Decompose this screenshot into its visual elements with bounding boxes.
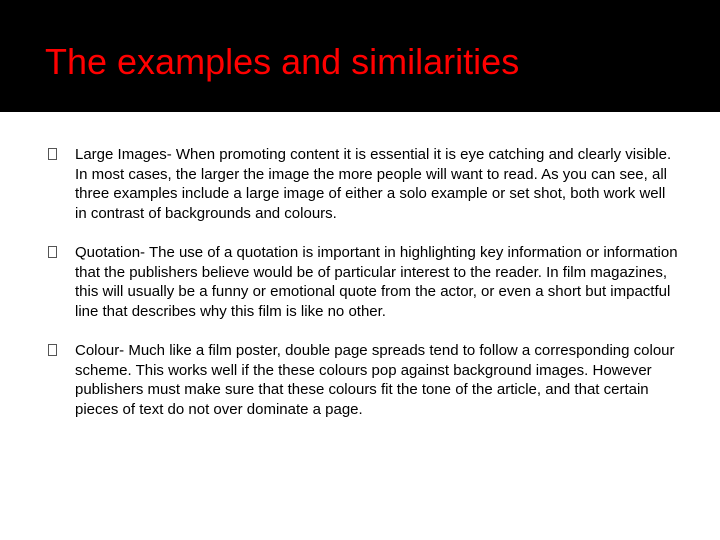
bullet-list — [48, 145, 678, 439]
bullet-item — [48, 341, 678, 419]
slide-title: The examples and similarities — [45, 41, 520, 82]
square-bullet-icon — [48, 148, 57, 160]
bullet-text: Colour- Much like a film poster, double page spreads tend to follow a corresponding colour scheme. This works well if the these colours pop against background images. However publishers must make sure that these colours fit the tone of the article, and that certain pieces of text do not over dominate a page. — [75, 342, 675, 418]
square-bullet-icon — [48, 246, 57, 258]
title-bar — [0, 0, 720, 112]
square-bullet-icon — [48, 344, 57, 356]
bullet-text: Quotation- The use of a quotation is important in highlighting key information or information that the publishers believe would be of particular interest to the reader. In film magazines, this will usually be a funny or emotional quote from the actor, or even a short but impactful line that describes why this film is like no other. — [75, 244, 678, 320]
bullet-item — [48, 243, 678, 321]
bullet-text: Large Images- When promoting content it is essential it is eye catching and clearly visible. In most cases, the larger the image the more people will want to read. As you can see, all three examples include a large image of either a solo example or set shot, both work well in contrast of backgrounds and colours. — [75, 146, 672, 222]
bullet-item — [48, 145, 678, 223]
